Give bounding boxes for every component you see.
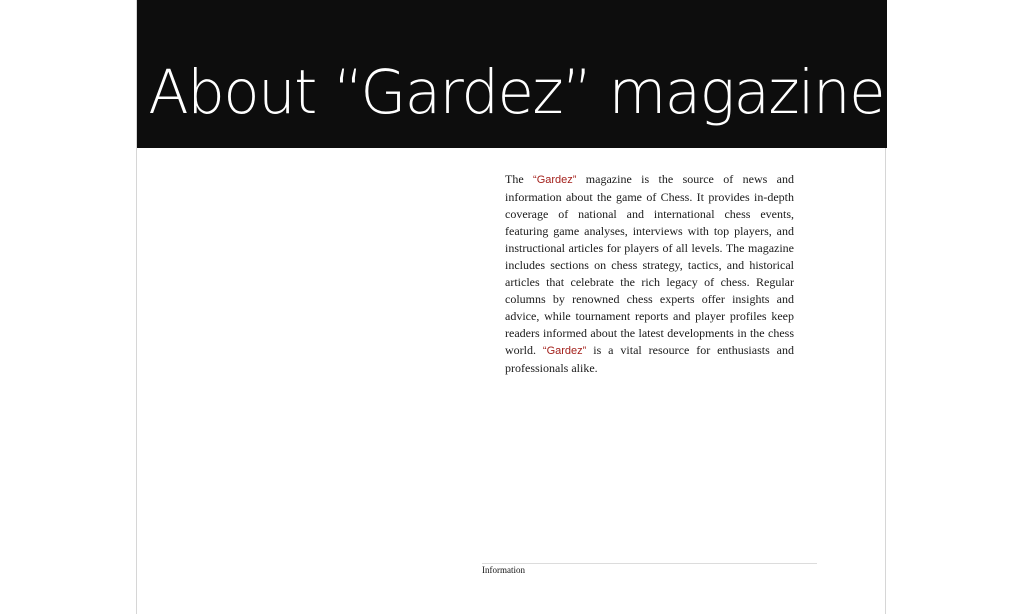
- brand-name: “Gardez”: [542, 345, 587, 357]
- article-text-main: magazine is the source of news and information about the game of Chess. It provides in-depth coverage of national and international chess events, featuring game analyses, interviews with top players, and instructional articles for players of all levels. The magazine includes sections on chess strategy, tactics, and historical articles that celebrate the rich legacy of chess. Regular columns by renowned chess experts offer insights and advice, while tournament reports and player profiles keep readers informed about the latest developments in the chess world.: [505, 172, 794, 357]
- page-title: About “Gardez” magazine: [148, 57, 885, 128]
- header-banner: [137, 0, 887, 148]
- article-text-closing: is a vital resource for enthusiasts and professionals alike.: [505, 343, 795, 375]
- magazine-page: [136, 0, 886, 614]
- footer-divider: [482, 563, 817, 564]
- article-text-intro: The: [505, 172, 534, 186]
- article-body: [505, 171, 794, 377]
- brand-name: “Gardez”: [533, 174, 577, 186]
- footer-label: Information: [482, 565, 525, 575]
